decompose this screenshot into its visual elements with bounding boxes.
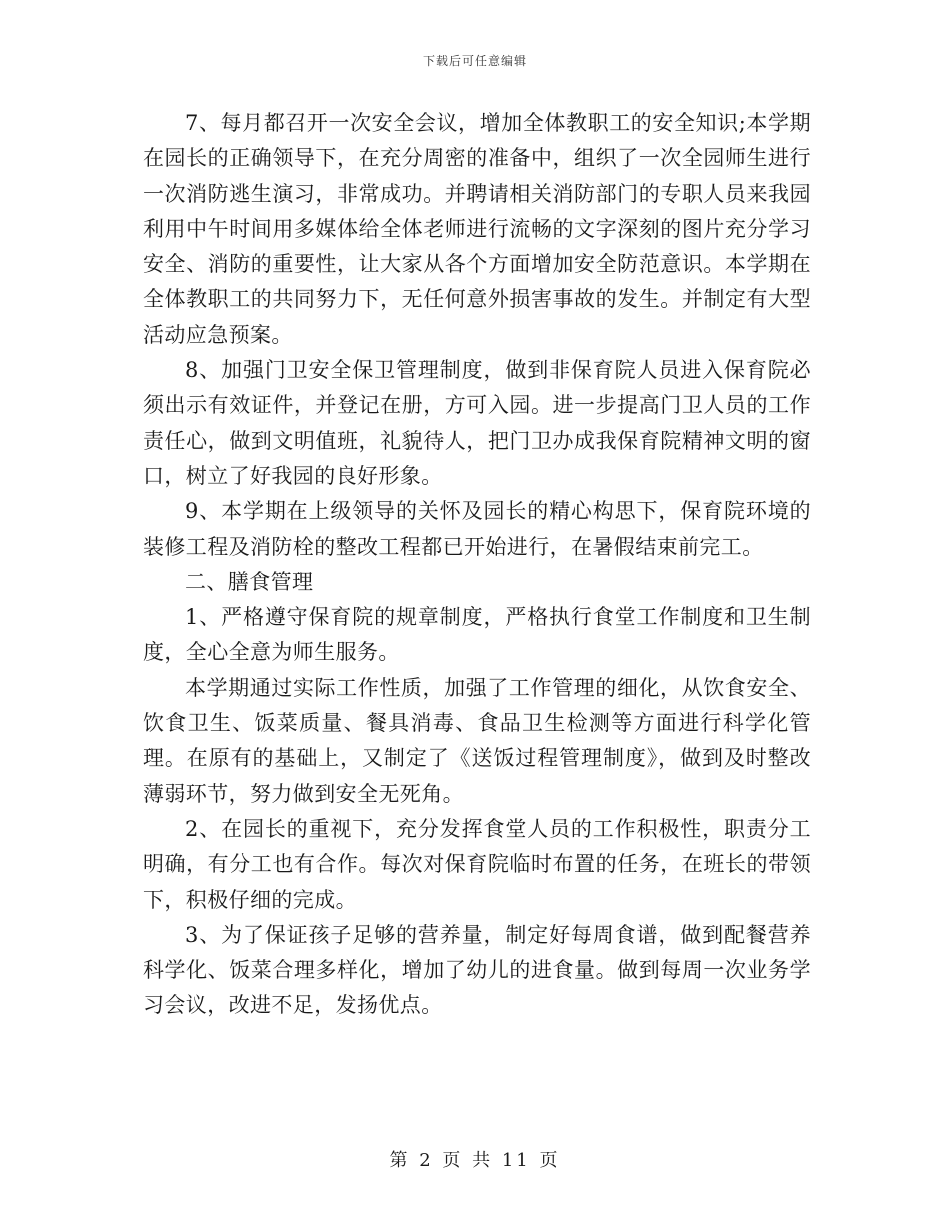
section-heading-meal-management: 二、膳食管理 (185, 569, 314, 594)
paragraph-item-9: 9、本学期在上级领导的关怀及园长的精心构思下，保育院环境的装修工程及消防栓的整改工程都已开始进行，在暑假结束前完工。 (143, 499, 811, 559)
paragraph-item-7: 7、每月都召开一次安全会议，增加全体教职工的安全知识;本学期在园长的正确领导下，在充分周密的准备中，组织了一次全园师生进行一次消防逃生演习，非常成功。并聘请相关消防部门的专职人员来我园利用中午时间用多媒体给全体老师进行流畅的文字深刻的图片充分学习安全、消防的重要性，让大家从各个方面增加安全防范意识。本学期在全体教职工的共同努力下，无任何意外损害事故的发生。并制定有大型活动应急预案。 (143, 111, 811, 347)
document-body (143, 106, 811, 1024)
paragraph-meal-1: 1、严格遵守保育院的规章制度，严格执行食堂工作制度和卫生制度，全心全意为师生服务。 (143, 605, 811, 665)
page-header: 下载后可任意编辑 (422, 54, 527, 68)
paragraph-meal-2: 2、在园长的重视下，充分发挥食堂人员的工作积极性，职责分工明确，有分工也有合作。每次对保育院临时布置的任务，在班长的带领下，积极仔细的完成。 (143, 816, 811, 912)
paragraph-meal-detail: 本学期通过实际工作性质，加强了工作管理的细化，从饮食安全、饮食卫生、饭菜质量、餐具消毒、食品卫生检测等方面进行科学化管理。在原有的基础上，又制定了《送饭过程管理制度》，做到及时整改薄弱环节，努力做到安全无死角。 (143, 675, 811, 806)
paragraph-meal-3: 3、为了保证孩子足够的营养量，制定好每周食谱，做到配餐营养科学化、饭菜合理多样化，增加了幼儿的进食量。做到每周一次业务学习会议，改进不足，发扬优点。 (143, 922, 811, 1018)
page-number: 第 2 页 共 11 页 (389, 1150, 561, 1171)
paragraph-item-8: 8、加强门卫安全保卫管理制度，做到非保育院人员进入保育院必须出示有效证件，并登记在册，方可入园。进一步提高门卫人员的工作责任心，做到文明值班，礼貌待人，把门卫办成我保育院精神文明的窗口，树立了好我园的良好形象。 (143, 358, 811, 488)
